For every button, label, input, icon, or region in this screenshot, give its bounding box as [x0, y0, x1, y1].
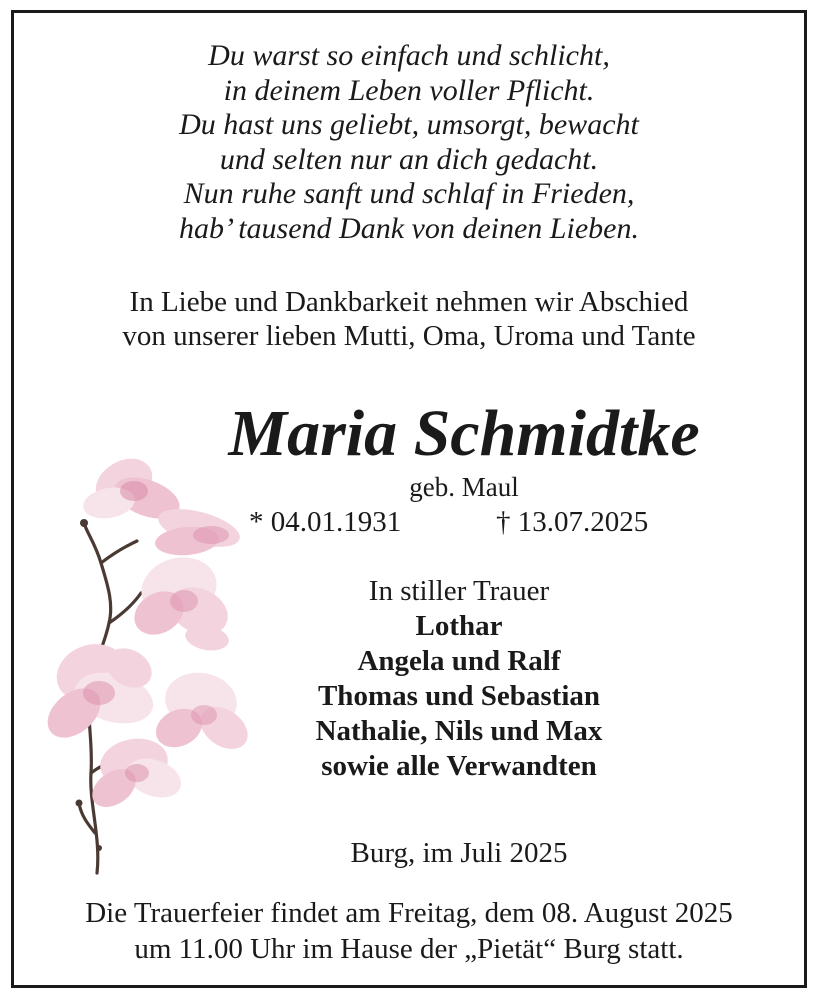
mourner-name: Nathalie, Nils und Max [315, 715, 603, 747]
mourner-name: Thomas und Sebastian [317, 680, 601, 712]
place-and-date: Burg, im Juli 2025 [350, 837, 568, 869]
poem-line: Du warst so einfach und schlicht, [208, 39, 610, 72]
mourner-name: Lothar [415, 610, 503, 642]
funeral-line: Die Trauerfeier findet am Freitag, dem 08. August 2025 [85, 897, 733, 929]
mourning-lead: In stiller Trauer [368, 575, 550, 607]
intro-line: von unserer lieben Mutti, Oma, Uroma und Tante [122, 320, 696, 352]
mourner-name: sowie alle Verwandten [321, 750, 597, 782]
mourner-name: Angela und Ralf [357, 645, 561, 677]
intro-line: In Liebe und Dankbarkeit nehmen wir Abschied [129, 286, 689, 318]
poem-line: hab’ tausend Dank von deinen Lieben. [179, 211, 639, 245]
birth-date: * 04.01.1931 [249, 506, 402, 538]
funeral-info [14, 895, 804, 967]
poem-line: Nun ruhe sanft und schlaf in Frieden, [183, 177, 635, 210]
poem-line: in deinem Leben voller Pflicht. [223, 73, 595, 107]
poem-line: und selten nur an dich gedacht. [219, 142, 599, 176]
poem-line: Du hast uns geliebt, umsorgt, bewacht [179, 108, 639, 141]
obituary-notice [11, 10, 807, 988]
magnolia-flower-left [38, 635, 159, 748]
funeral-line: um 11.00 Uhr im Hause der „Pietät“ Burg statt. [134, 933, 684, 965]
maiden-name: geb. Maul [409, 472, 519, 502]
mourners-block [164, 574, 754, 784]
farewell-intro [14, 285, 804, 353]
death-date: † 13.07.2025 [496, 506, 649, 538]
deceased-name: Maria Schmidtke [228, 397, 700, 470]
memorial-poem [14, 39, 804, 246]
